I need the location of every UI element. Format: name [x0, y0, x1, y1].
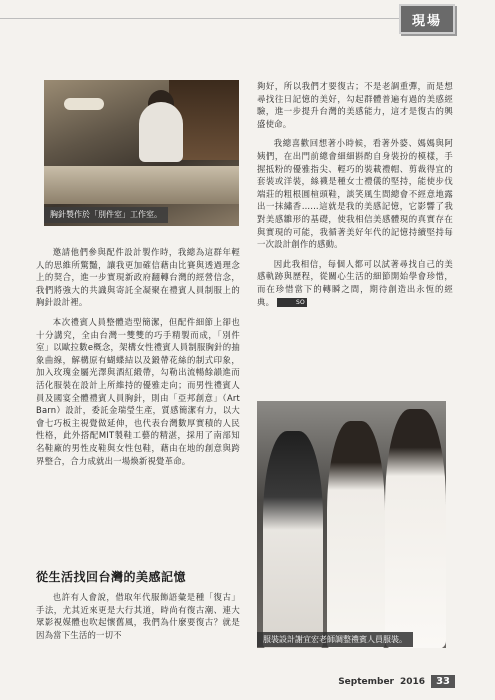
left-paragraph-2: 本次禮賓人員整體造型簡潔，但配件細節上卻也十分講究，全由台灣一雙雙的巧手精製而成，「別件室」以歐拉數e概念，架構女性禮賓人員制服胸針的抽象曲線，解構原有蝴蝶結以及鍛帶花絲的制式印象，加入玫瑰金屬光澤與酒紅緞帶，勾勒出流暢餘韻進而活化服裝在設計上所維持的優雅走向；而男性禮賓人員及國宴全體禮賓人員胸針，則由「亞邦創意」（Art Barn）設計，委託金瑞瑩生產，質感簡潔有力，以大會七巧板主視覺做延伸，也代表台灣數厚實積的人民性格，此外搭配MIT製鞋工藝的精湛，採用了南部知名鞋廠的男性皮鞋與女性包鞋，藉由在地的創意與跨界整合，合力成就出一場煥新視覺革命。	[36, 316, 240, 466]
right-paragraph-3-text: 因此我相信，每個人都可以試著尋找自己的美感軌跡與歷程，從關心生活的細節開始學會珍惜，而在珍惜當下的轉瞬之間，期待創造出永恆的經典。	[257, 258, 453, 307]
left-column	[36, 246, 240, 474]
header-rule	[0, 18, 400, 19]
left-paragraph-1: 邀請他們參與配件設計製作時，我總為這群年輕人的思維所驚豔，讓我更加確信藉由比賽與透過理念上的契合，進一步實現新政府翻轉台灣的經營信念，我們將強大的共識與寄託全凝聚在禮賓人員制服上的胸針設計裡。	[36, 247, 240, 308]
photo1-caption: 胸針製作於「別件室」工作室。	[44, 207, 168, 223]
photo-workbench	[44, 166, 239, 204]
right-paragraph-1: 夠好，所以我們才要復古；不是老調重彈，而是想尋找往日記憶的美好，勾起群體普遍有過的美感經驗，進一步提升台灣的美感能力，這才是復古的興盛使命。	[257, 81, 453, 129]
article-end-mark: SO	[277, 298, 307, 307]
workshop-photo	[44, 80, 239, 226]
page-footer	[338, 675, 455, 688]
photo-designer	[263, 431, 323, 648]
photo-artisan	[139, 102, 183, 162]
right-paragraph-3	[257, 258, 453, 308]
footer-month: September	[338, 676, 395, 687]
section-tag: 現場	[399, 4, 455, 34]
left-column-2	[36, 591, 240, 648]
section-heading: 從生活找回台灣的美感記憶	[36, 570, 187, 584]
photo2-caption: 服裝設計謝宜宏老師調整禮賓人員服裝。	[257, 632, 413, 647]
photo-model-right	[385, 409, 446, 648]
right-paragraph-2: 我總喜歡回想著小時候，看著外婆、媽媽與阿姨們，在出門前總會細細斟酌自身裝扮的模樣，手握抵粉的優雅指尖、輕巧的裝載禮帽、剪裁得宜的套裝或洋裝，絲襪是種女士禮儀的堅持，能使步伐端莊的粗根圓楦頭鞋，談笑風生間總會不經意地露出一抹繡香……這就是我的美感記憶，它影響了我對美感雛形的基礎，使我相信美感體現的真實存在與實現的可能，我循著美好年代的記憶持續堅持每一次設計創作的感動。	[257, 138, 453, 250]
fitting-photo	[257, 401, 446, 648]
photo-lamp	[64, 98, 104, 110]
photo-model-center	[327, 421, 385, 648]
right-column	[257, 80, 453, 315]
left2-paragraph-1: 也許有人會說，借取年代服飾語彙是種「復古」手法，尤其近來更是大行其道，時尚有復古潮、連大眾影視媒體也吹起懷舊風，我們為什麼要復古？就是因為當下生活的一切不	[36, 592, 240, 640]
page-number: 33	[431, 675, 455, 688]
footer-year: 2016	[400, 676, 426, 687]
